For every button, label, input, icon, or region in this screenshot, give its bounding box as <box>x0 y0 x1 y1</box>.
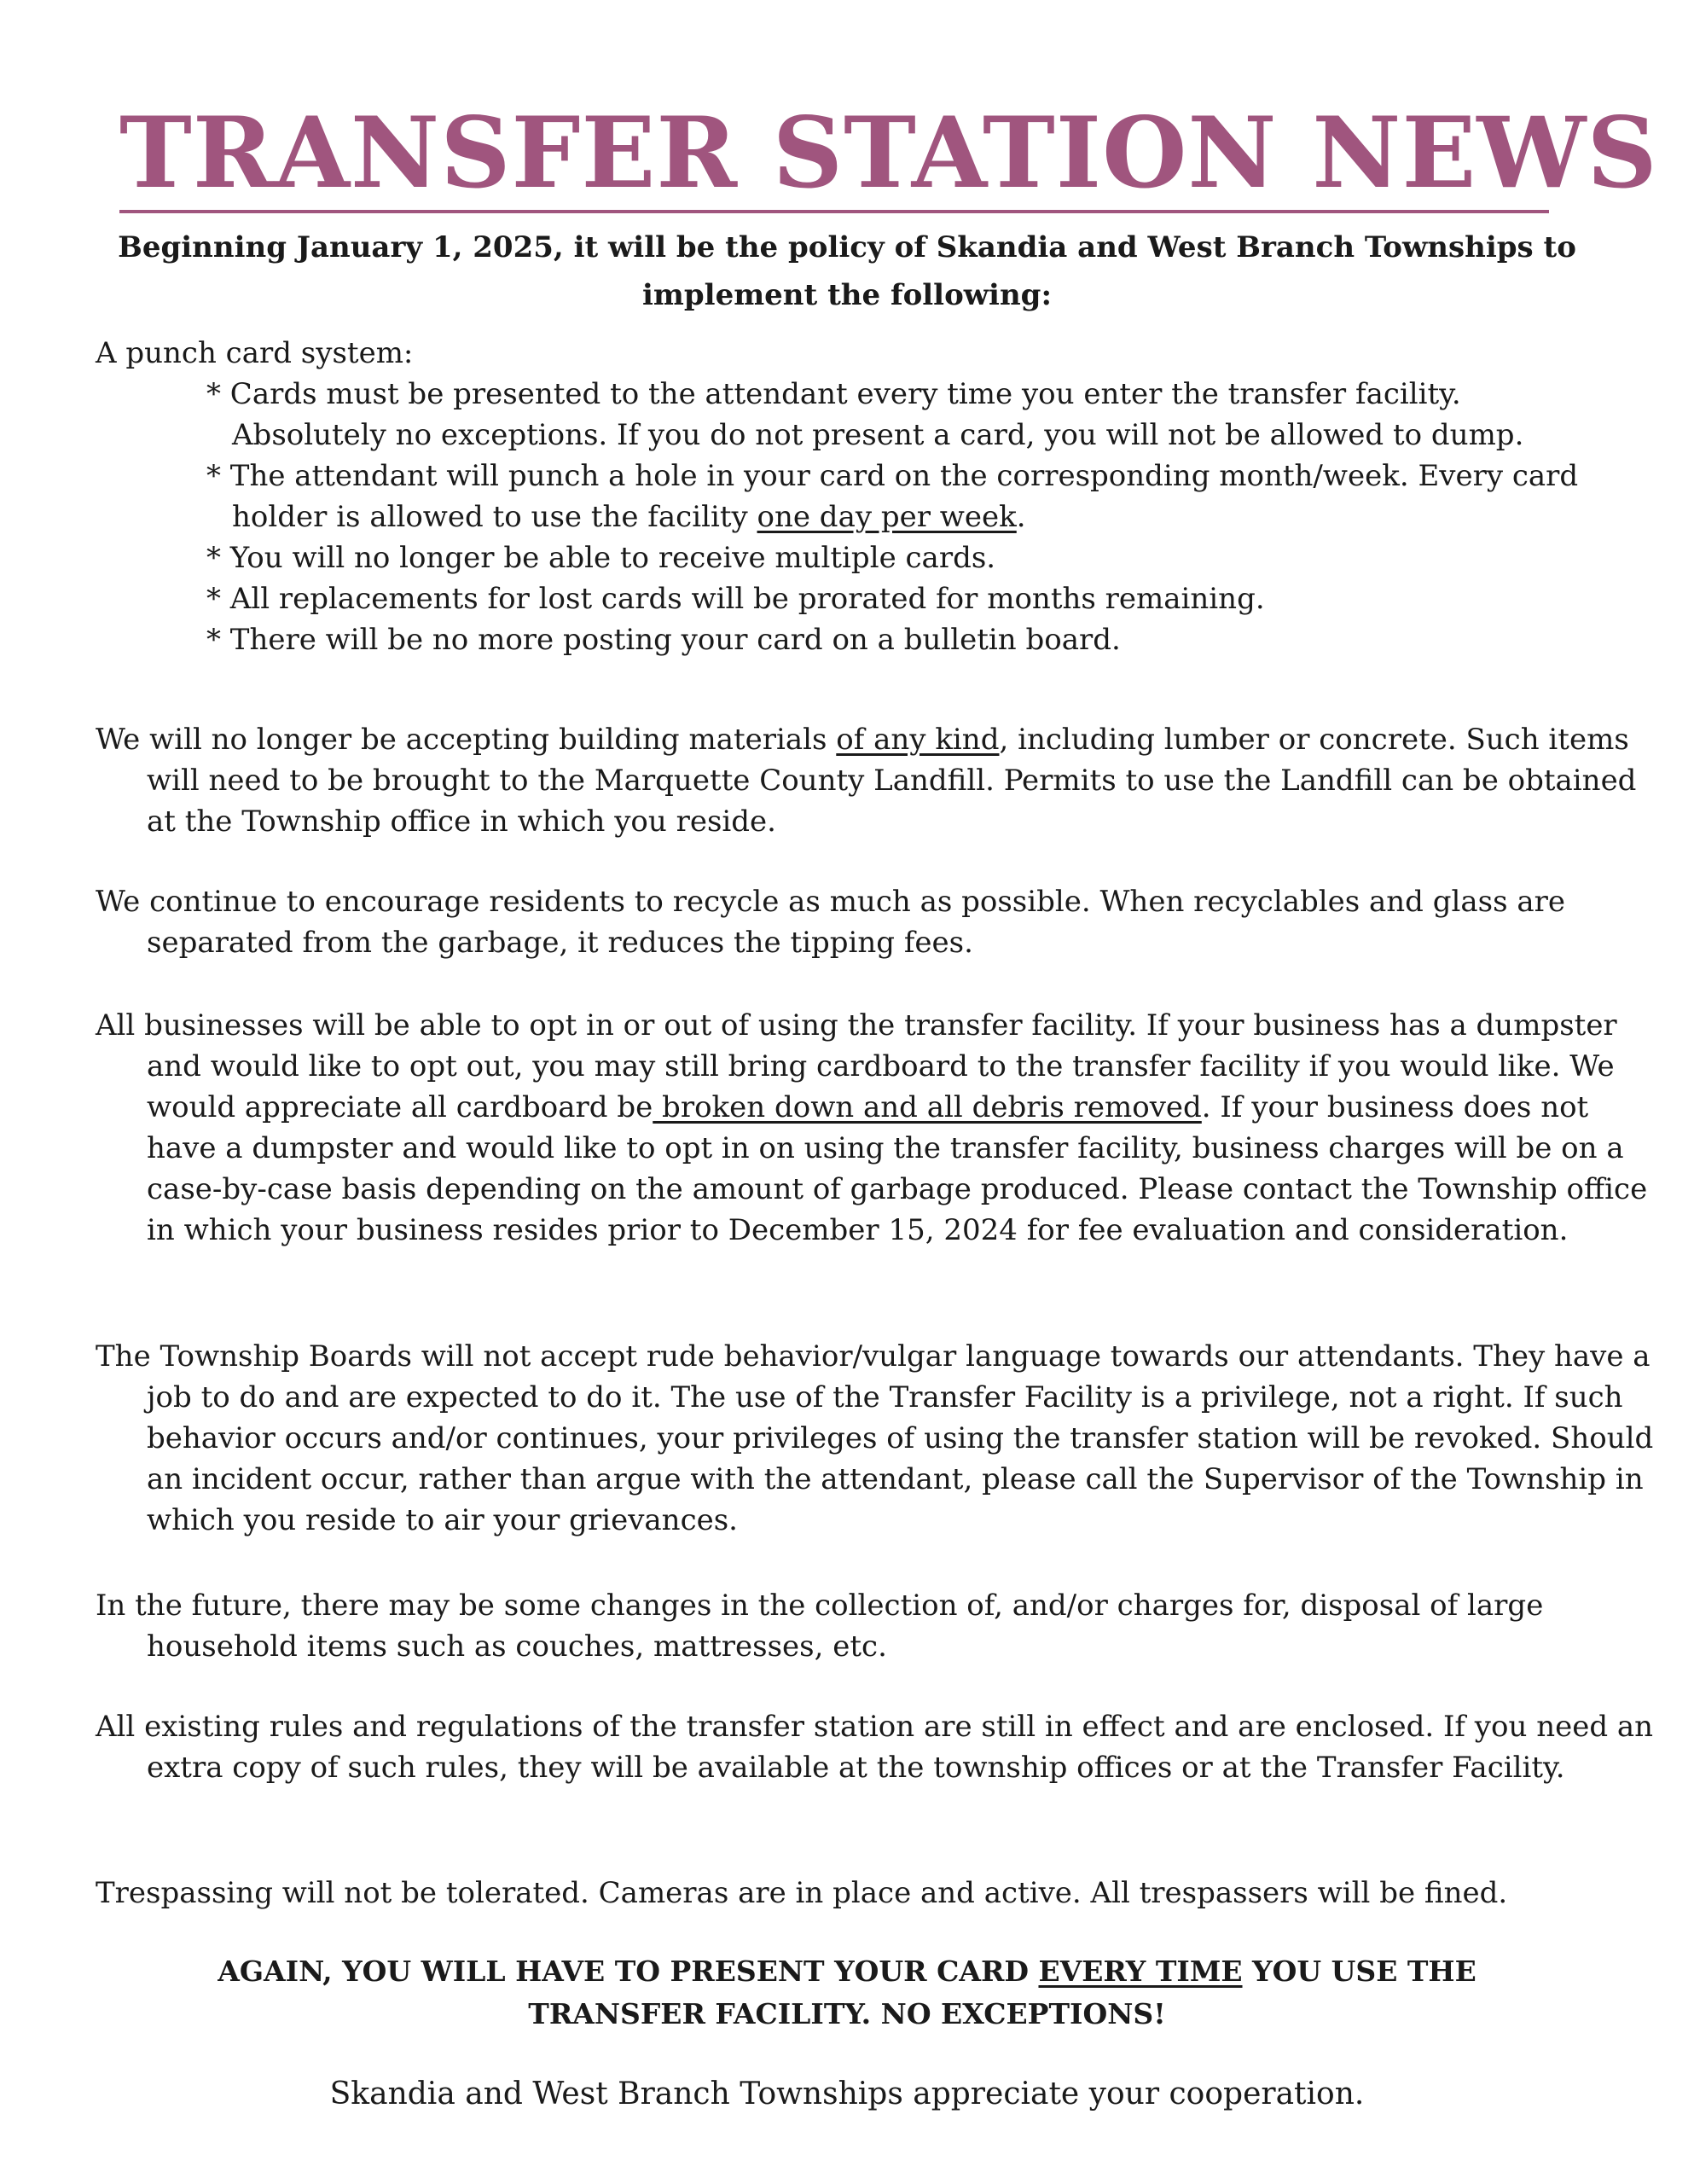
trespassing-paragraph: Trespassing will not be tolerated. Cameras are in place and active. All trespassers will be fined. <box>96 1876 1508 1910</box>
paragraph-text: We will no longer be accepting building materials <box>96 723 837 757</box>
underlined-phrase: of any kind <box>836 723 1000 757</box>
paragraph-text-end: . If your business does not have a dumpster and would like to opt in on using the transfer facility, business charges will be on a case-by-case basis depending on the amount of garbage produced. Please contact the Township office in which your business resides prior to December 15, 2024 for fee evaluation and consideration. <box>147 1090 1648 1247</box>
list-item: * You will no longer be able to receive multiple cards. <box>206 541 996 575</box>
underlined-phrase: EVERY TIME <box>1038 1955 1243 1988</box>
paragraph-text-end: , including lumber or concrete. Such items will need to be brought to the Marquette County Landfill. Permits to use the Landfill can be obtained at the Township office in which you reside. <box>147 723 1637 839</box>
businesses-paragraph <box>96 1005 1665 1251</box>
list-item <box>96 456 1614 537</box>
punch-card-heading: A punch card system: <box>96 336 414 370</box>
list-item: * All replacements for lost cards will be prorated for months remaining. <box>206 582 1265 616</box>
punch-card-list <box>96 374 1614 660</box>
list-item: * There will be no more posting your card on a bulletin board. <box>206 623 1121 657</box>
signoff: Skandia and West Branch Townships appreciate your cooperation. <box>329 2077 1365 2111</box>
rules-paragraph: All existing rules and regulations of the transfer station are still in effect and are enclosed. If you need an extra copy of such rules, they will be available at the township offices or at the Transfer Facility. <box>96 1710 1654 1785</box>
bullet-text: * The attendant will punch a hole in your card on the corresponding month/week. Every card holder is allowed to use the facility <box>206 459 1579 534</box>
behavior-paragraph: The Township Boards will not accept rude behavior/vulgar language towards our attendants. They have a job to do and are expected to do it. The use of the Transfer Facility is a privilege, not a right. If such behavior occurs and/or continues, your privileges of using the transfer station will be revoked. Should an incident occur, rather than argue with the attendant, please call the Supervisor of the Township in which you reside to air your grievances. <box>96 1339 1654 1537</box>
punch-card-section <box>96 333 1614 660</box>
bullet-text-end: . <box>1016 500 1026 534</box>
paragraph-text: All businesses will be able to opt in or out of using the transfer facility. If your business has a dumpster and would like to opt out, you may still bring cardboard to the transfer facility if you would like. We would appreciate all cardboard be <box>96 1008 1617 1124</box>
closing-notice <box>145 1950 1549 2036</box>
closing-text-end: YOU USE THE TRANSFER FACILITY. NO EXCEPTIONS! <box>528 1955 1476 2030</box>
underlined-phrase: one day per week <box>757 500 1017 534</box>
intro-statement: Beginning January 1, 2025, it will be the policy of Skandia and West Branch Townships to implement the following: <box>118 230 1576 312</box>
underlined-phrase: broken down and all debris removed <box>653 1090 1202 1124</box>
masthead <box>119 96 1658 213</box>
list-item: * Cards must be presented to the attendant every time you enter the transfer facility. Absolutely no exceptions. If you do not present a card, you will not be allowed to dump. <box>206 377 1524 452</box>
title-underline <box>119 210 1549 213</box>
recycle-paragraph: We continue to encourage residents to recycle as much as possible. When recyclables and glass are separated from the garbage, it reduces the tipping fees. <box>96 885 1565 960</box>
page-title: TRANSFER STATION NEWS <box>119 96 1658 210</box>
building-materials-paragraph <box>96 719 1665 842</box>
future-changes-paragraph: In the future, there may be some changes in the collection of, and/or charges for, disposal of large household items such as couches, mattresses, etc. <box>96 1589 1544 1664</box>
closing-text: AGAIN, YOU WILL HAVE TO PRESENT YOUR CARD <box>218 1955 1039 1988</box>
